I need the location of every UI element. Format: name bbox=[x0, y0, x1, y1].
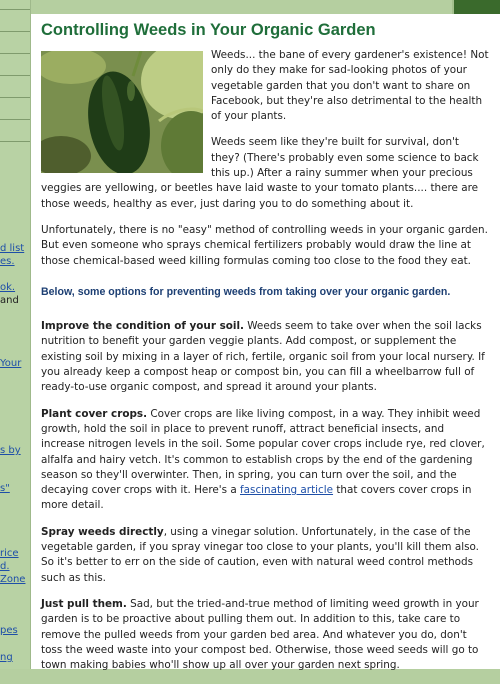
sidebar-link[interactable]: ok. bbox=[0, 282, 16, 293]
sidebar-link[interactable]: s" bbox=[0, 483, 10, 494]
tip-cover-crops bbox=[41, 407, 491, 514]
tip-heading: Spray weeds directly bbox=[41, 525, 164, 538]
article-content bbox=[41, 20, 491, 684]
article-panel bbox=[31, 14, 500, 672]
top-right-image-fragment bbox=[452, 0, 500, 14]
tip-body: Weeds seem to take over when the soil lacks nutrition to benefit your garden veggie plants. Add compost, or supplement the existing soil by mixing in a layer of rich, fertile, organic soil from your local nursery. If you already keep a compost heap or compost bin, you can fill a wheelbarrow full of ready-to-use organic compost, and spread it around your plants. bbox=[41, 320, 485, 394]
intro-paragraph-1: Weeds... the bane of every gardener's existence! Not only do they make for sad-looking photos of your vegetable garden that you don't want to share on Facebook, but they're also detrimental to the health of your plants. bbox=[211, 49, 489, 123]
zucchini-photo-icon bbox=[41, 51, 203, 173]
sidebar-divider bbox=[0, 119, 30, 120]
sidebar-link[interactable]: Your bbox=[0, 358, 22, 369]
tip-heading: Plant cover crops. bbox=[41, 407, 148, 420]
tip-spray bbox=[41, 525, 491, 586]
article-title: Controlling Weeds in Your Organic Garden bbox=[41, 21, 376, 39]
tip-body: Sad, but the tried-and-true method of limiting weed growth in your garden is to be proactive about pulling them out. In addition to this, take care to remove the pulled weeds from your garden bed area. And whatever you do, don't toss the weed waste into your compost bed. Otherwise, those weed seeds will go to town making babies who'll show up all over your garden next spring. bbox=[41, 597, 479, 672]
sidebar-link[interactable]: rice bbox=[0, 548, 19, 559]
left-sidebar bbox=[0, 0, 31, 669]
sidebar-link[interactable]: ng bbox=[0, 652, 13, 663]
tip-body: , using a vinegar solution. Unfortunately, in the case of the vegetable garden, if you spray vinegar too close to your plants, you'll kill them also. So it's better to err on the side of caution, even with natural weed control methods such as this. bbox=[41, 525, 479, 584]
sidebar-divider bbox=[0, 141, 30, 142]
sidebar-link[interactable]: d. bbox=[0, 561, 10, 572]
sidebar-link[interactable]: Zone bbox=[0, 574, 26, 585]
sidebar-divider bbox=[0, 75, 30, 76]
intro-paragraph-2: Weeds seem like they're built for survival, don't they? (There's probably even some science to back this up.) After a rainy summer when your precious veggies are yellowing, or beetles have laid waste to your tomato plants.... there are those weeds, healthy as ever, just daring you to do something about it. bbox=[41, 136, 479, 210]
sidebar-divider bbox=[0, 53, 30, 54]
sidebar-link[interactable]: pes bbox=[0, 625, 18, 636]
zucchini-photo-graphic bbox=[41, 51, 203, 173]
tip-body-after-link: that covers cover crops in more detail. bbox=[41, 484, 472, 512]
sidebar-link[interactable]: d list bbox=[0, 243, 25, 254]
sidebar-link[interactable]: es. bbox=[0, 256, 15, 267]
tip-body: Cover crops are like living compost, in a way. They inhibit weed growth, hold the soil in place to prevent runoff, attract beneficial insects, and increase nitrogen levels in the soil. Some popular cover crops include rye, red clover, alfalfa and hairy vetch. It's common to establish crops by the end of the gardening season so they'll overwinter. Then, in spring, you can turn over the soil, and the decaying cover crops with it. Here's a bbox=[41, 407, 485, 497]
tip-pull bbox=[41, 597, 491, 673]
sidebar-divider bbox=[0, 97, 30, 98]
tip-heading: Improve the condition of your soil. bbox=[41, 320, 244, 333]
fascinating-article-link[interactable]: fascinating article bbox=[240, 484, 334, 497]
tip-soil bbox=[41, 319, 491, 395]
tip-heading: Just pull them. bbox=[41, 597, 127, 610]
sidebar-divider bbox=[0, 31, 30, 32]
sidebar-divider bbox=[0, 9, 30, 10]
sidebar-text: and bbox=[0, 295, 19, 306]
section-subheading: Below, some options for preventing weeds from taking over your organic garden. bbox=[41, 285, 451, 298]
sidebar-link[interactable]: s by bbox=[0, 445, 21, 456]
intro-paragraph-3: Unfortunately, there is no "easy" method of controlling weeds in your organic garden. But even someone who sprays chemical fertilizers probably would draw the line at those chemical-based weed killing formulas coming too close to the food they eat. bbox=[41, 223, 488, 267]
